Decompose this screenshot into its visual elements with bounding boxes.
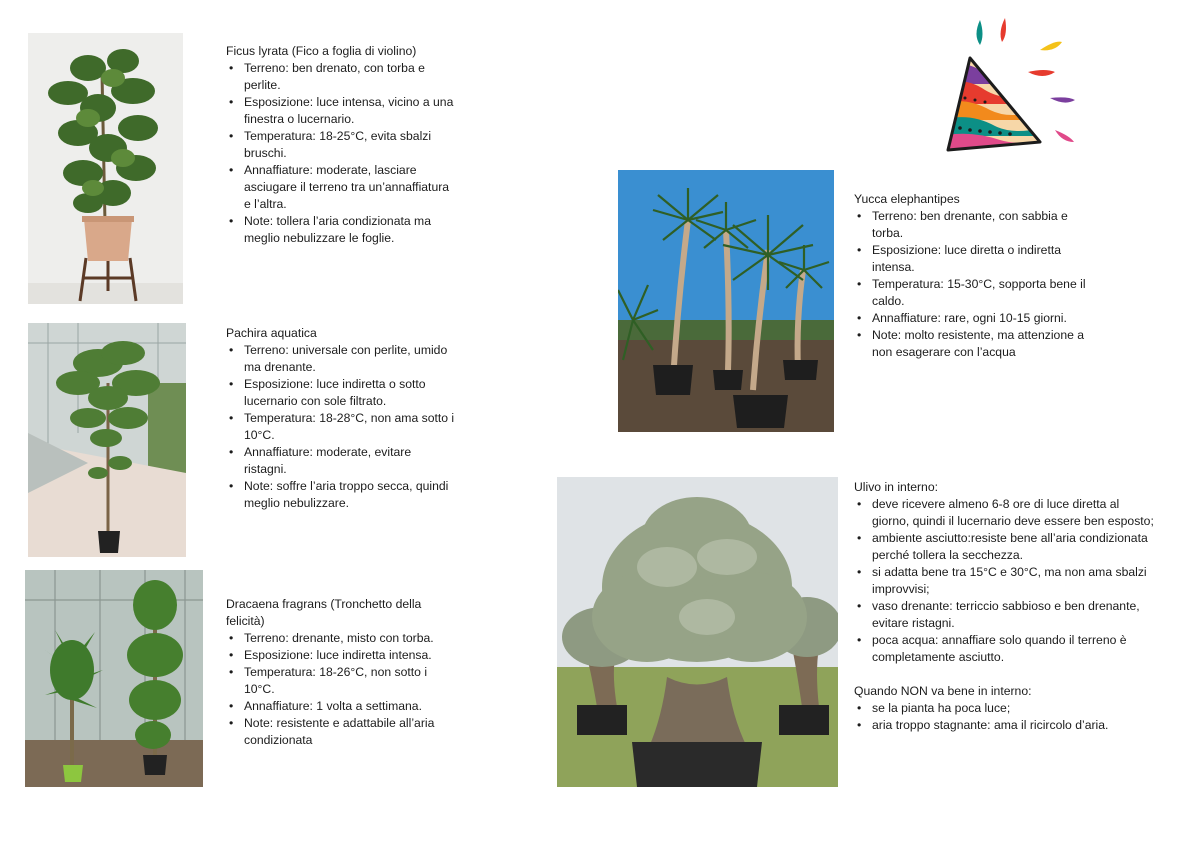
list-item: • vaso drenante: terriccio sabbioso e ben drenante, evitare ristagni. [854, 598, 1154, 632]
list-item: • Temperatura: 18-26°C, non sotto i 10°C. [226, 664, 458, 698]
list-item: • Annaffiature: 1 volta a settimana. [226, 698, 458, 715]
pachira-photo [28, 323, 186, 557]
dracaena-card [226, 596, 458, 749]
pachira-list [226, 342, 456, 512]
list-item: • Annaffiature: rare, ogni 10-15 giorni. [854, 310, 1092, 327]
ficus-photo [28, 33, 183, 304]
list-item: • aria troppo stagnante: ama il ricircolo d’aria. [854, 717, 1154, 734]
list-item: • Terreno: drenante, misto con torba. [226, 630, 458, 647]
ficus-title: Ficus lyrata (Fico a foglia di violino) [226, 44, 417, 58]
list-item: • deve ricevere almeno 6-8 ore di luce diretta al giorno, quindi il lucernario deve essere ben esposto; [854, 496, 1154, 530]
list-item: • Esposizione: luce diretta o indiretta intensa. [854, 242, 1092, 276]
list-item: • Esposizione: luce indiretta o sotto lucernario con sole filtrato. [226, 376, 456, 410]
list-item: • poca acqua: annaffiare solo quando il terreno è completamente asciutto. [854, 632, 1154, 666]
pachira-card [226, 325, 456, 512]
list-item: • si adatta bene tra 15°C e 30°C, ma non ama sbalzi improvvisi; [854, 564, 1154, 598]
ulivo-photo [557, 477, 838, 787]
list-item: • Temperatura: 18-25°C, evita sbalzi bruschi. [226, 128, 456, 162]
list-item: • Annaffiature: moderate, evitare ristagni. [226, 444, 456, 478]
dracaena-list [226, 630, 458, 749]
pachira-title: Pachira aquatica [226, 326, 317, 340]
list-item: • Note: molto resistente, ma attenzione a non esagerare con l’acqua [854, 327, 1092, 361]
ulivo-no-list [854, 700, 1154, 734]
list-item: • Terreno: universale con perlite, umido ma drenante. [226, 342, 456, 376]
ulivo-list [854, 496, 1154, 666]
list-item: • Terreno: ben drenato, con torba e perlite. [226, 60, 456, 94]
list-item: • ambiente asciutto:resiste bene all’aria condizionata perché tollera la secchezza. [854, 530, 1154, 564]
yucca-photo [618, 170, 834, 432]
list-item: • se la pianta ha poca luce; [854, 700, 1154, 717]
dracaena-title: Dracaena fragrans (Tronchetto della felicità) [226, 597, 422, 628]
list-item: • Note: tollera l’aria condizionata ma meglio nebulizzare le foglie. [226, 213, 456, 247]
list-item: • Note: soffre l’aria troppo secca, quindi meglio nebulizzare. [226, 478, 456, 512]
ulivo-card [854, 479, 1154, 734]
list-item: • Temperatura: 15-30°C, sopporta bene il caldo. [854, 276, 1092, 310]
party-hat-icon [940, 10, 1090, 160]
list-item: • Esposizione: luce indiretta intensa. [226, 647, 458, 664]
ficus-list [226, 60, 456, 247]
yucca-card [854, 191, 1092, 361]
list-item: • Terreno: ben drenante, con sabbia e torba. [854, 208, 1092, 242]
ulivo-title: Ulivo in interno: [854, 480, 938, 494]
yucca-title: Yucca elephantipes [854, 192, 960, 206]
list-item: • Esposizione: luce intensa, vicino a una finestra o lucernario. [226, 94, 456, 128]
ficus-card [226, 43, 456, 247]
ulivo-subtitle: Quando NON va bene in interno: [854, 684, 1032, 698]
dracaena-photo [25, 570, 203, 787]
list-item: • Note: resistente e adattabile all’aria condizionata [226, 715, 458, 749]
list-item: • Temperatura: 18-28°C, non ama sotto i 10°C. [226, 410, 456, 444]
list-item: • Annaffiature: moderate, lasciare asciugare il terreno tra un’annaffiatura e l’altra. [226, 162, 456, 213]
yucca-list [854, 208, 1092, 361]
